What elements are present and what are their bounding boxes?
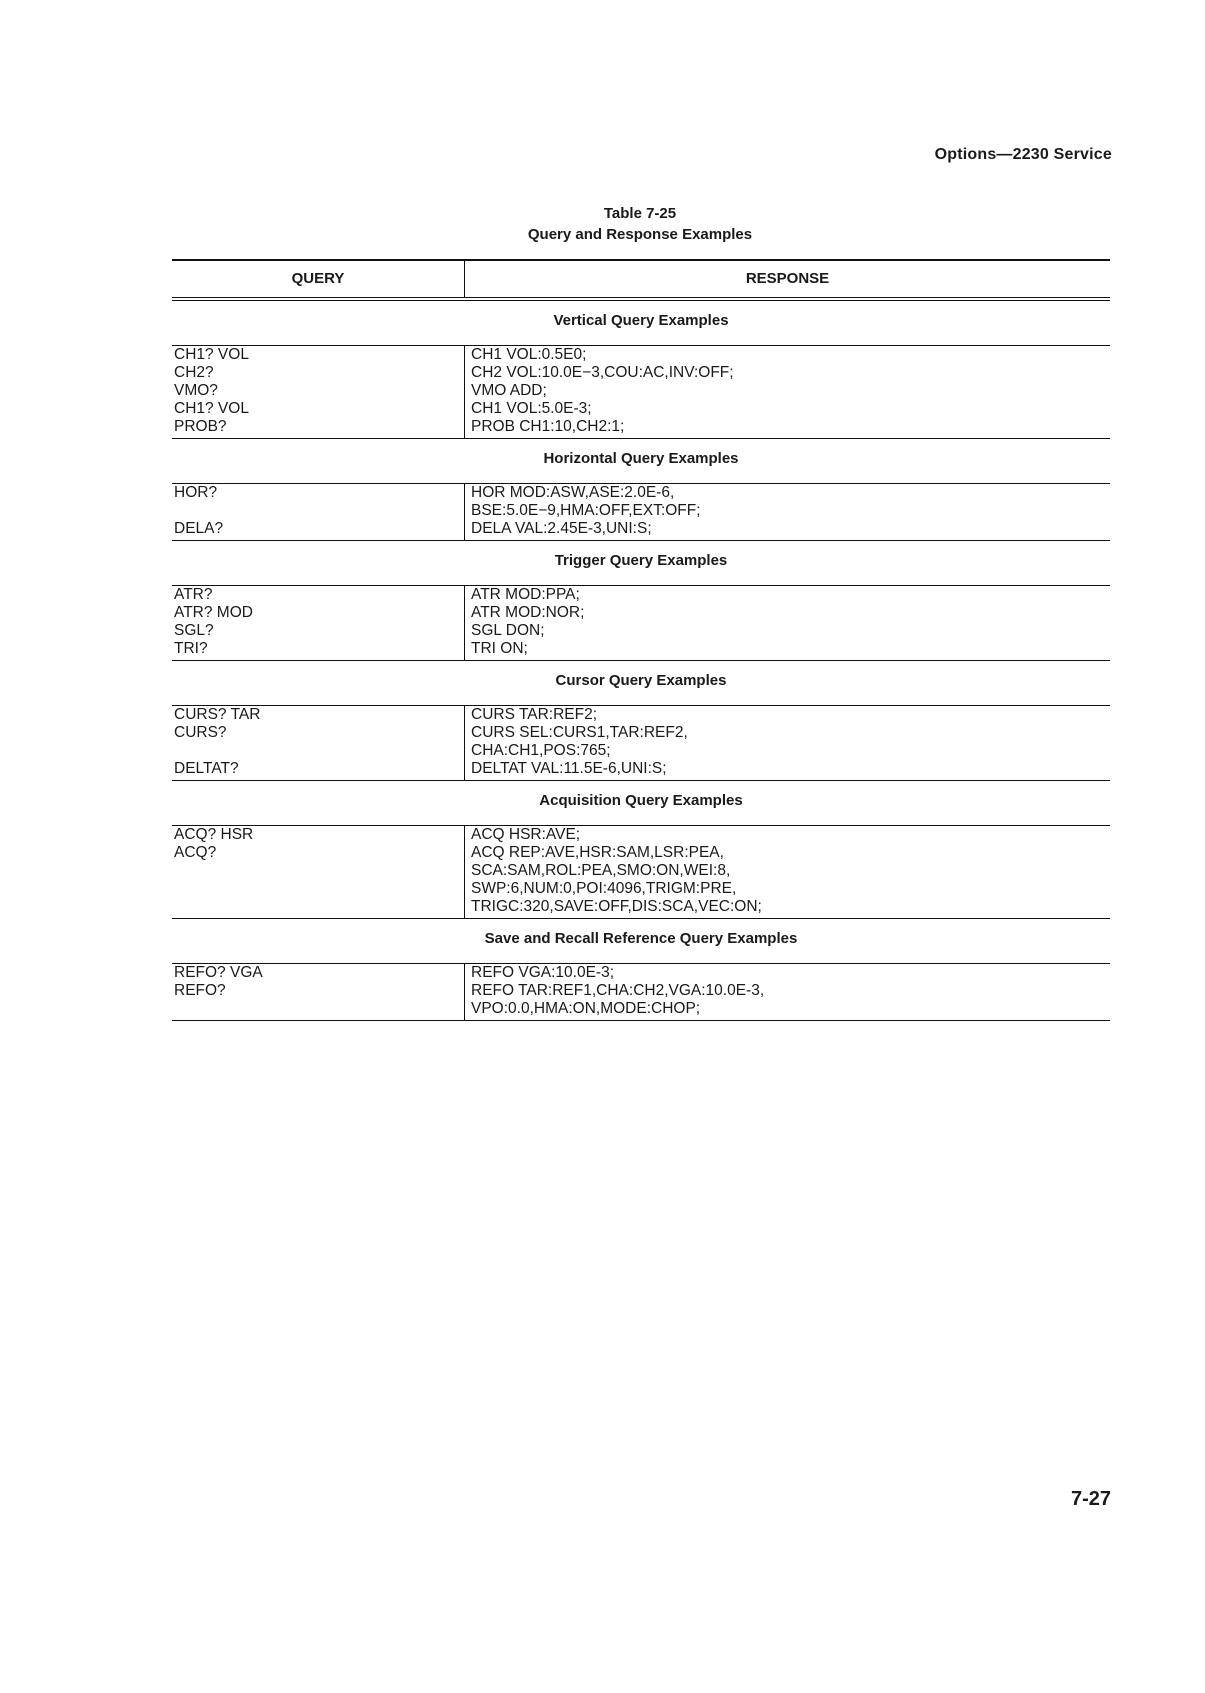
section-heading-row — [172, 781, 1110, 826]
query-cell: HOR? — [174, 484, 218, 501]
response-line: HOR MOD:ASW,ASE:2.0E-6, — [471, 484, 675, 501]
response-line: BSE:5.0E−9,HMA:OFF,EXT:OFF; — [471, 502, 701, 519]
response-cell: CH1 VOL:0.5E0; — [465, 346, 1111, 365]
query-cell: VMO? — [174, 382, 218, 399]
query-cell: REFO? VGA — [174, 964, 263, 981]
section-heading-row — [172, 919, 1110, 964]
response-line: CHA:CH1,POS:765; — [471, 742, 611, 759]
running-header: Options—2230 Service — [934, 146, 1112, 163]
table-row — [172, 760, 1110, 781]
table-row — [172, 724, 1110, 760]
response-cell — [465, 724, 1111, 760]
table-title: Query and Response Examples — [527, 226, 753, 243]
table-row — [172, 364, 1110, 382]
table-caption — [0, 203, 1205, 245]
response-cell: ATR MOD:NOR; — [465, 604, 1111, 622]
column-header-query: QUERY — [172, 260, 465, 299]
response-line: VPO:0.0,HMA:ON,MODE:CHOP; — [471, 1000, 701, 1017]
response-cell: ATR MOD:PPA; — [465, 586, 1111, 605]
response-line: ACQ REP:AVE,HSR:SAM,LSR:PEA, — [471, 844, 724, 861]
table-row — [172, 604, 1110, 622]
query-cell: TRI? — [172, 640, 465, 661]
section-title: Vertical Query Examples — [172, 299, 1110, 346]
query-cell: ACQ? — [172, 844, 465, 919]
query-cell: SGL? — [174, 622, 214, 639]
section-heading-row — [172, 661, 1110, 706]
query-cell: DELA? — [172, 520, 465, 541]
response-cell: TRI ON; — [465, 640, 1111, 661]
table-row — [172, 382, 1110, 400]
section-title: Acquisition Query Examples — [172, 781, 1110, 826]
query-response-table — [172, 259, 1110, 1021]
response-cell — [465, 484, 1111, 521]
table-row — [172, 706, 1110, 725]
section-title: Cursor Query Examples — [172, 661, 1110, 706]
table-row — [172, 346, 1110, 365]
query-cell: CURS? TAR — [174, 706, 261, 723]
table-row — [172, 418, 1110, 439]
query-cell: DELTAT? — [172, 760, 465, 781]
table-row — [172, 826, 1110, 845]
query-cell: REFO? — [172, 982, 465, 1021]
response-cell: VMO ADD; — [465, 382, 1111, 400]
response-cell: DELA VAL:2.45E-3,UNI:S; — [465, 520, 1111, 541]
response-line: REFO TAR:REF1,CHA:CH2,VGA:10.0E-3, — [471, 982, 765, 999]
response-cell — [465, 844, 1111, 919]
section-heading-row — [172, 439, 1110, 484]
section-title: Trigger Query Examples — [172, 541, 1110, 586]
table-row — [172, 982, 1110, 1021]
response-cell: ACQ HSR:AVE; — [465, 826, 1111, 845]
query-cell: CH1? VOL — [174, 346, 249, 363]
table-row — [172, 586, 1110, 605]
table-row — [172, 484, 1110, 521]
table-row — [172, 622, 1110, 640]
table-row — [172, 964, 1110, 983]
page-number: 7-27 — [1070, 1488, 1111, 1510]
query-cell: ACQ? HSR — [174, 826, 254, 843]
table-row — [172, 400, 1110, 418]
table-row — [172, 640, 1110, 661]
section-heading-row — [172, 299, 1110, 346]
query-cell: ATR? MOD — [174, 604, 253, 621]
response-cell: SGL DON; — [465, 622, 1111, 640]
response-line: SCA:SAM,ROL:PEA,SMO:ON,WEI:8, — [471, 862, 731, 879]
table-row — [172, 844, 1110, 919]
table-row — [172, 520, 1110, 541]
response-cell: DELTAT VAL:11.5E-6,UNI:S; — [465, 760, 1111, 781]
table-number: Table 7-25 — [603, 205, 677, 222]
response-cell: CURS TAR:REF2; — [465, 706, 1111, 725]
response-cell: CH2 VOL:10.0E−3,COU:AC,INV:OFF; — [465, 364, 1111, 382]
query-cell: CURS? — [174, 724, 227, 741]
section-title: Horizontal Query Examples — [172, 439, 1110, 484]
response-cell: CH1 VOL:5.0E-3; — [465, 400, 1111, 418]
response-cell — [465, 982, 1111, 1021]
response-cell: PROB CH1:10,CH2:1; — [465, 418, 1111, 439]
section-heading-row — [172, 541, 1110, 586]
response-line: CURS SEL:CURS1,TAR:REF2, — [471, 724, 688, 741]
response-line: SWP:6,NUM:0,POI:4096,TRIGM:PRE, — [471, 880, 737, 897]
query-cell: PROB? — [172, 418, 465, 439]
column-header-response: RESPONSE — [465, 260, 1111, 299]
section-title: Save and Recall Reference Query Examples — [172, 919, 1110, 964]
query-cell: CH1? VOL — [174, 400, 249, 417]
query-cell: CH2? — [174, 364, 214, 381]
response-line: TRIGC:320,SAVE:OFF,DIS:SCA,VEC:ON; — [471, 898, 762, 915]
query-cell: ATR? — [174, 586, 213, 603]
table-header-row — [172, 260, 1110, 299]
response-cell: REFO VGA:10.0E-3; — [465, 964, 1111, 983]
